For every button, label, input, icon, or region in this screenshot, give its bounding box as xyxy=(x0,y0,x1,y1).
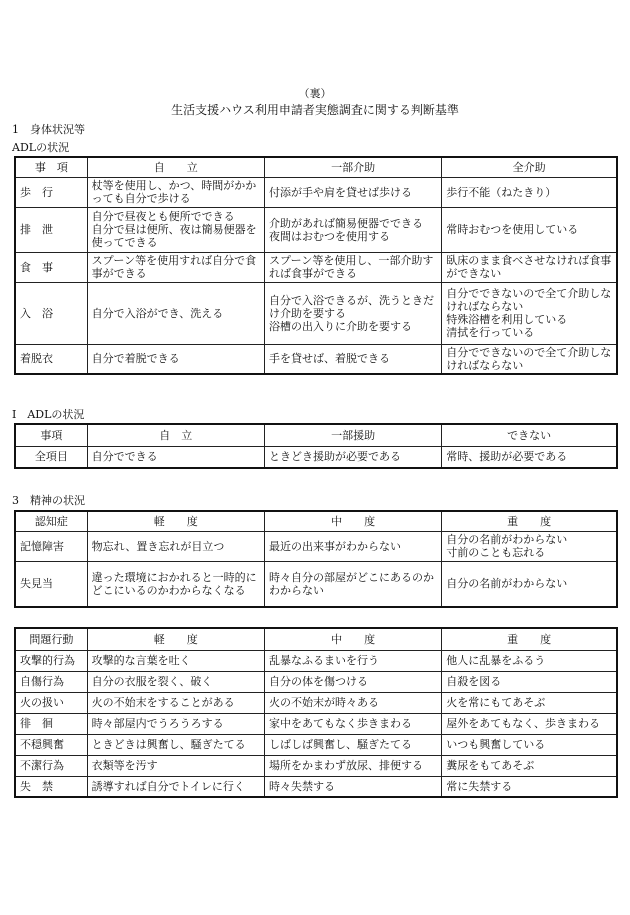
table-cell: 自分で入浴ができ、洗える xyxy=(87,282,264,344)
table-row xyxy=(15,344,617,374)
page-title: 生活支援ハウス利用申請者実態調査に関する判断基準 xyxy=(171,103,459,117)
row-header: 不穏興奮 xyxy=(15,734,87,755)
table-row xyxy=(15,650,617,671)
column-header: 問題行動 xyxy=(15,628,87,650)
table-header-row xyxy=(15,424,617,446)
table-cell: 糞尿をもてあそぶ xyxy=(442,755,617,776)
row-header: 不潔行為 xyxy=(15,755,87,776)
adl-table xyxy=(14,156,618,375)
table-cell: 自殺を図る xyxy=(442,671,617,692)
table-cell: 時々失禁する xyxy=(264,776,441,797)
table-cell: 常時おむつを使用している xyxy=(442,207,617,252)
table-cell: スプーン等を使用すれば自分で食事ができる xyxy=(87,252,264,282)
table-row xyxy=(15,755,617,776)
table-cell: 誘導すれば自分でトイレに行く xyxy=(87,776,264,797)
table-cell: 火の不始末をすることがある xyxy=(87,692,264,713)
table-row xyxy=(15,734,617,755)
column-header: 軽 度 xyxy=(87,511,264,531)
table-header-row xyxy=(15,157,617,177)
row-header: 自傷行為 xyxy=(15,671,87,692)
table-cell: 歩行不能（ねたきり） xyxy=(442,177,617,207)
table-cell: 自分の名前がわからない xyxy=(442,561,617,607)
column-header: 全介助 xyxy=(442,157,617,177)
behavior-table xyxy=(14,627,618,798)
table-cell: 手を貸せば、着脱できる xyxy=(264,344,441,374)
row-header: 攻撃的行為 xyxy=(15,650,87,671)
table-cell: 家中をあてもなく歩きまわる xyxy=(264,713,441,734)
table-row xyxy=(15,671,617,692)
table-cell: 最近の出来事がわからない xyxy=(264,531,441,561)
table-cell: 違った環境におかれると一時的にどこにいるのかわからなくなる xyxy=(87,561,264,607)
row-header: 失 禁 xyxy=(15,776,87,797)
row-header: 記憶障害 xyxy=(15,531,87,561)
table-cell: 自分でできないので全て介助しなければならない xyxy=(442,344,617,374)
section2-title: I ADLの状況 xyxy=(12,408,85,421)
row-header: 失見当 xyxy=(15,561,87,607)
row-header: 着脱衣 xyxy=(15,344,87,374)
table-cell: 火を常にもてあそぶ xyxy=(442,692,617,713)
column-header: 中 度 xyxy=(264,628,441,650)
table-cell: スプーン等を使用し、一部介助すれば食事ができる xyxy=(264,252,441,282)
table-cell: 乱暴なふるまいを行う xyxy=(264,650,441,671)
table-row xyxy=(15,252,617,282)
table-cell: 他人に乱暴をふるう xyxy=(442,650,617,671)
column-header: 一部介助 xyxy=(264,157,441,177)
table-cell: 物忘れ、置き忘れが目立つ xyxy=(87,531,264,561)
table-cell: 自分で昼夜とも便所でできる 自分で昼は便所、夜は簡易便器を使ってできる xyxy=(87,207,264,252)
table-cell: 杖等を使用し、かつ、時間がかかっても自分で歩ける xyxy=(87,177,264,207)
reverse-side-label: （裏） xyxy=(298,87,332,100)
table-row xyxy=(15,446,617,468)
table-cell: 臥床のまま食べさせなければ食事ができない xyxy=(442,252,617,282)
column-header: できない xyxy=(442,424,617,446)
section1-subtitle: ADLの状況 xyxy=(12,141,70,154)
row-header: 歩 行 xyxy=(15,177,87,207)
table-cell: 自分で入浴できるが、洗うときだけ介助を要する 浴槽の出入りに介助を要する xyxy=(264,282,441,344)
table-cell: 自分の体を傷つける xyxy=(264,671,441,692)
table-cell: ときどき援助が必要である xyxy=(264,446,441,468)
table-cell: 自分で着脱できる xyxy=(87,344,264,374)
table-cell: 攻撃的な言葉を吐く xyxy=(87,650,264,671)
row-header: 入 浴 xyxy=(15,282,87,344)
table-cell: 屋外をあてもなく、歩きまわる xyxy=(442,713,617,734)
table-cell: 自分でできないので全て介助しなければならない 特殊浴槽を利用している 清拭を行っている xyxy=(442,282,617,344)
column-header: 中 度 xyxy=(264,511,441,531)
table-row xyxy=(15,692,617,713)
table-cell: ときどきは興奮し、騒ぎたてる xyxy=(87,734,264,755)
column-header: 自 立 xyxy=(87,424,264,446)
column-header: 事項 xyxy=(15,424,87,446)
dementia-table xyxy=(14,510,618,608)
table-cell: 常に失禁する xyxy=(442,776,617,797)
table-row xyxy=(15,177,617,207)
table-row xyxy=(15,776,617,797)
column-header: 軽 度 xyxy=(87,628,264,650)
table-cell: いつも興奮している xyxy=(442,734,617,755)
table-cell: 付添が手や肩を貸せば歩ける xyxy=(264,177,441,207)
table-row xyxy=(15,531,617,561)
section1-title: 1 身体状況等 xyxy=(12,123,85,136)
table-cell: 常時、援助が必要である xyxy=(442,446,617,468)
table-cell: 自分の名前がわからない 寸前のことも忘れる xyxy=(442,531,617,561)
column-header: 事 項 xyxy=(15,157,87,177)
table-cell: 火の不始末が時々ある xyxy=(264,692,441,713)
row-header: 徘 徊 xyxy=(15,713,87,734)
table-row xyxy=(15,207,617,252)
table-cell: 場所をかまわず放尿、排便する xyxy=(264,755,441,776)
column-header: 重 度 xyxy=(442,511,617,531)
table-row xyxy=(15,561,617,607)
column-header: 一部援助 xyxy=(264,424,441,446)
adl-support-table xyxy=(14,423,618,469)
table-cell: 時々自分の部屋がどこにあるのかわからない xyxy=(264,561,441,607)
table-row xyxy=(15,282,617,344)
table-cell: 自分の衣服を裂く、破く xyxy=(87,671,264,692)
table-row xyxy=(15,713,617,734)
table-header-row xyxy=(15,511,617,531)
table-cell: 自分でできる xyxy=(87,446,264,468)
section3-title: 3 精神の状況 xyxy=(12,494,85,507)
row-header: 食 事 xyxy=(15,252,87,282)
table-cell: 衣類等を汚す xyxy=(87,755,264,776)
column-header: 認知症 xyxy=(15,511,87,531)
row-header: 火の扱い xyxy=(15,692,87,713)
column-header: 自 立 xyxy=(87,157,264,177)
table-cell: 時々部屋内でうろうろする xyxy=(87,713,264,734)
row-header: 全項目 xyxy=(15,446,87,468)
table-cell: しばしば興奮し、騒ぎたてる xyxy=(264,734,441,755)
row-header: 排 泄 xyxy=(15,207,87,252)
column-header: 重 度 xyxy=(442,628,617,650)
table-header-row xyxy=(15,628,617,650)
table-cell: 介助があれば簡易便器でできる 夜間はおむつを使用する xyxy=(264,207,441,252)
